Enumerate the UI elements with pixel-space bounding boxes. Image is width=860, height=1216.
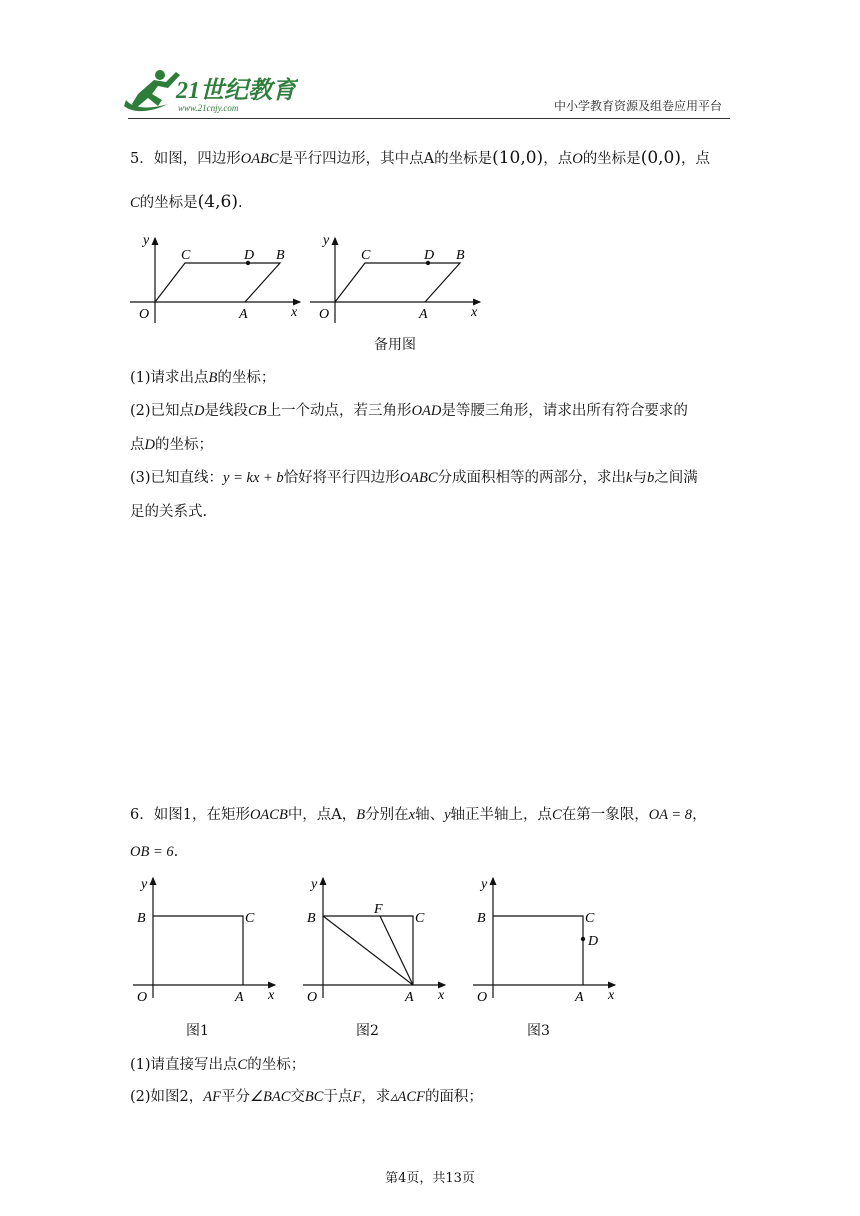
label-y: y — [323, 233, 330, 248]
label-c: C — [585, 911, 595, 926]
label-d: D — [588, 934, 599, 949]
q6-line2: OB = 6. — [130, 844, 179, 860]
rectangle — [153, 916, 243, 985]
q5-sub3: (3)已知直线：y = kx + b恰好将平行四边形OABC分成面积相等的两部分，求出k与b之间满 — [130, 470, 698, 486]
segment-af — [380, 916, 413, 985]
label-d: D — [244, 248, 255, 263]
q5-sub2: (2)已知点D是线段CB上一个动点，若三角形OAD是等腰三角形，请求出所有符合要求的 — [130, 403, 688, 419]
label-a: A — [405, 990, 414, 1005]
label-y: y — [311, 877, 318, 892]
q6-sub1: (1)请直接写出点C的坐标； — [130, 1057, 306, 1073]
rectangle — [493, 916, 583, 985]
label-b: B — [276, 248, 285, 263]
label-a: A — [235, 990, 244, 1005]
label-x: x — [268, 988, 275, 1003]
parallelogram — [335, 263, 460, 302]
label-d: D — [424, 248, 435, 263]
label-c: C — [245, 911, 255, 926]
label-c: C — [361, 248, 371, 263]
q5-figure-spare — [310, 233, 480, 323]
label-o: O — [319, 307, 330, 322]
label-y: y — [143, 233, 150, 248]
label-o: O — [307, 990, 318, 1005]
label-o: O — [139, 307, 150, 322]
label-c: C — [415, 911, 425, 926]
label-x: x — [291, 305, 298, 320]
header-platform-text: 中小学教育资源及组卷应用平台 — [553, 99, 722, 113]
logo-text: 21世纪教育 — [176, 78, 296, 104]
q6-figure-2 — [303, 877, 445, 1005]
q5-sub3-cont: 足的关系式. — [130, 504, 208, 520]
q6-fig1-caption: 图1 — [186, 1023, 209, 1039]
q6-fig2-caption: 图2 — [356, 1023, 379, 1039]
label-b: B — [137, 911, 146, 926]
page-footer: 第4页，共13页 — [385, 1171, 475, 1186]
header-rule — [128, 118, 730, 119]
q5-line1: 5．如图，四边形OABC是平行四边形，其中点A的坐标是(10,0)，点O的坐标是(0,0)，点 — [130, 148, 710, 168]
label-x: x — [438, 988, 445, 1003]
q5-fig-caption: 备用图 — [374, 337, 416, 353]
label-y: y — [481, 877, 488, 892]
label-x: x — [471, 305, 478, 320]
point-d — [581, 937, 585, 941]
q5-sub2-cont: 点D的坐标； — [130, 437, 213, 453]
label-o: O — [137, 990, 148, 1005]
label-a: A — [575, 990, 584, 1005]
label-x: x — [608, 988, 615, 1003]
site-logo — [118, 64, 298, 120]
label-a: A — [239, 307, 248, 322]
q6-sub2: (2)如图2，AF平分∠BAC交BC于点F，求▵ACF的面积； — [130, 1089, 483, 1105]
q6-line1: 6．如图1，在矩形OACB中，点A，B分别在x轴、y轴正半轴上，点C在第一象限，OA = 8， — [130, 807, 707, 823]
segment-ba — [323, 916, 413, 985]
q6-figures — [125, 870, 635, 1010]
label-a: A — [419, 307, 428, 322]
label-o: O — [477, 990, 488, 1005]
logo-runner-icon — [118, 64, 298, 120]
q6-fig3-caption: 图3 — [527, 1023, 550, 1039]
q5-sub1: (1)请求出点B的坐标； — [130, 370, 276, 386]
q6-figure-3 — [473, 877, 615, 1005]
label-y: y — [141, 877, 148, 892]
parallelogram — [155, 263, 280, 302]
label-b: B — [456, 248, 465, 263]
label-b: B — [477, 911, 486, 926]
q5-figure-main — [125, 228, 505, 328]
label-c: C — [181, 248, 191, 263]
label-f: F — [374, 902, 383, 917]
q6-figure-1 — [133, 877, 275, 1005]
label-b: B — [307, 911, 316, 926]
q5-line2: C的坐标是(4,6). — [130, 192, 243, 212]
logo-url: www.21cnjy.com — [178, 103, 239, 113]
